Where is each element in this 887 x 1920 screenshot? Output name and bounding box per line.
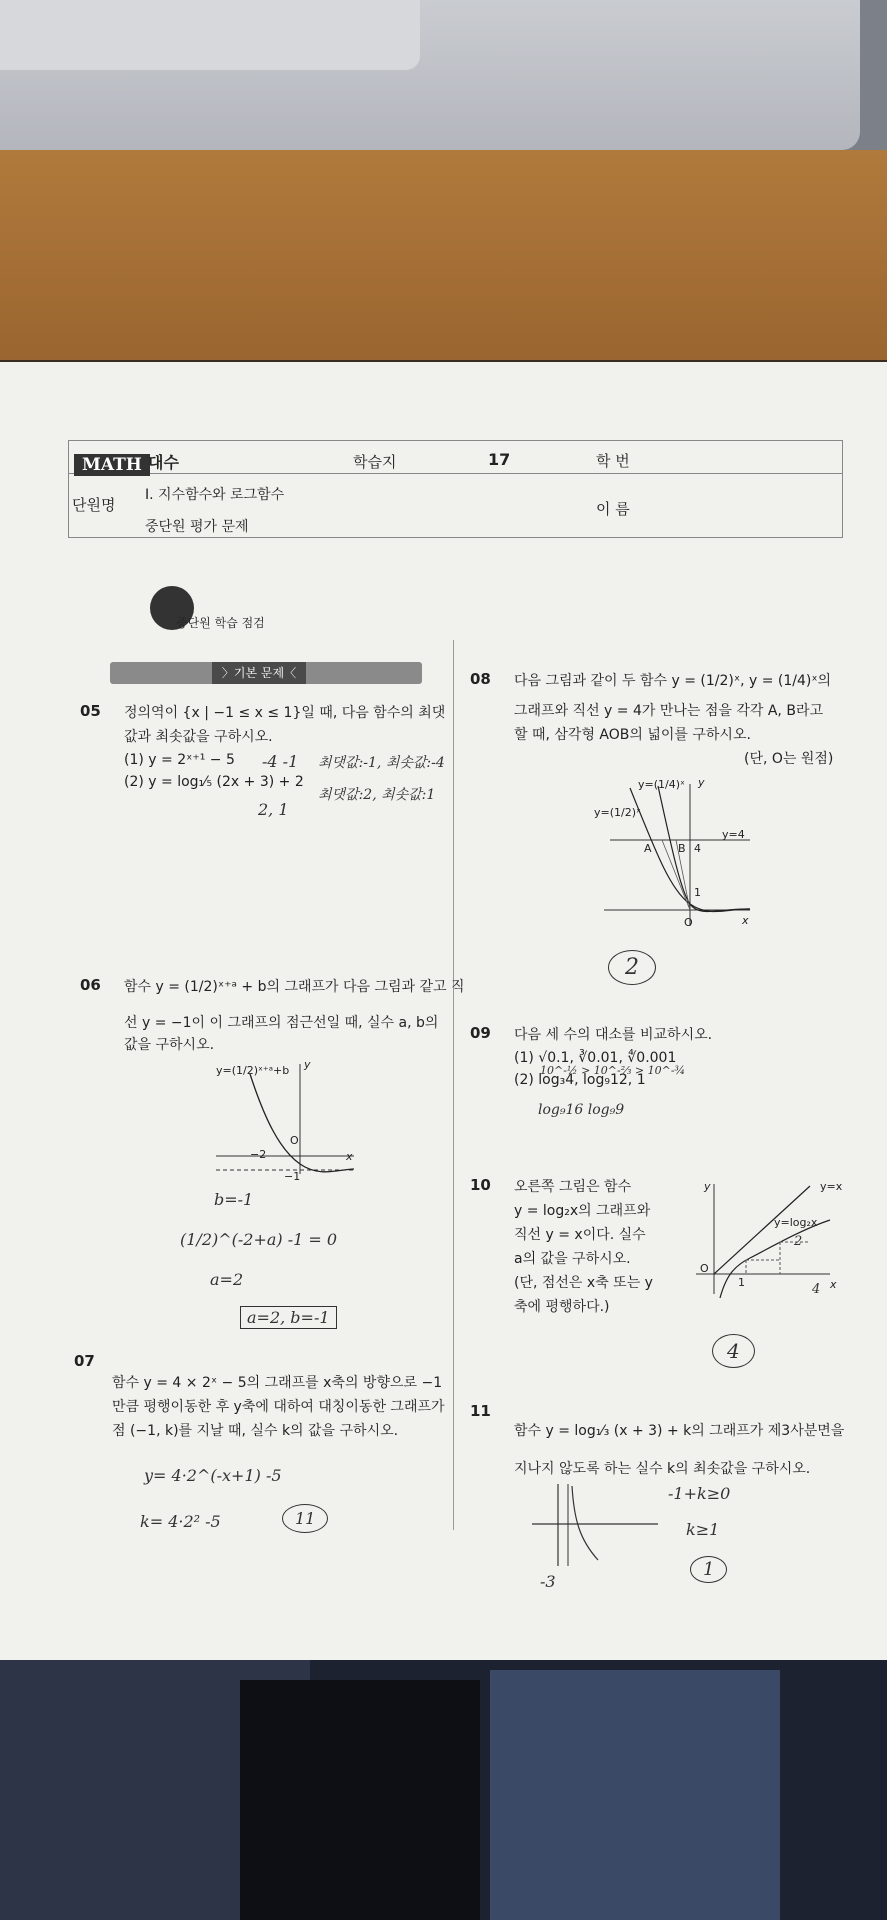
sheet-label: 학습지 bbox=[353, 453, 397, 471]
math-tag: MATH bbox=[74, 454, 150, 476]
problem-06-graph-label: y=(1/2)ˣ⁺ᵃ+b bbox=[216, 1064, 290, 1077]
problem-09-text: 다음 세 수의 대소를 비교하시오. bbox=[514, 1027, 713, 1043]
problem-08-label-y4: y=4 bbox=[722, 828, 745, 841]
problem-08-origin: O bbox=[684, 916, 693, 929]
problem-08-point-b: B bbox=[678, 842, 686, 855]
handwriting-08: 2 bbox=[608, 950, 656, 985]
problem-11-sketch bbox=[528, 1480, 668, 1570]
problem-10-tick1: 1 bbox=[738, 1276, 745, 1289]
problem-08-text: 그래프와 직선 y = 4가 만나는 점을 각각 A, B라고 bbox=[514, 703, 823, 719]
problem-06-text: 선 y = −1이 이 그래프의 점근선일 때, 실수 a, b의 bbox=[124, 1015, 439, 1031]
problem-06-text: 함수 y = (1/2)ˣ⁺ᵃ + b의 그래프가 다음 그림과 같고 직 bbox=[124, 979, 465, 995]
laptop-trackpad bbox=[0, 0, 420, 70]
problem-11-text: 함수 y = log₁⁄₃ (x + 3) + k의 그래프가 제3사분면을 bbox=[514, 1423, 845, 1439]
problem-06-text: 값을 구하시오. bbox=[124, 1037, 215, 1053]
handwriting-05b: 2, 1 bbox=[258, 800, 289, 819]
problem-10-x-axis: x bbox=[830, 1278, 837, 1291]
problem-08-text: 할 때, 삼각형 AOB의 넓이를 구하시오. bbox=[514, 727, 751, 743]
problem-10-text: a의 값을 구하시오. bbox=[514, 1251, 631, 1267]
problem-10-text: 축에 평행하다.) bbox=[514, 1299, 610, 1315]
handwriting-06c: a=2 bbox=[210, 1270, 244, 1289]
problem-10-text: 직선 y = x이다. 실수 bbox=[514, 1227, 646, 1243]
unit-label: 단원명 bbox=[72, 496, 116, 514]
problem-10-label-log: y=log₂x bbox=[774, 1216, 818, 1229]
problem-10-text: 오른쪽 그림은 함수 bbox=[514, 1179, 632, 1195]
handwriting-10c: 4 bbox=[712, 1334, 755, 1368]
handwriting-09b: log₉16 log₉9 bbox=[538, 1102, 625, 1118]
handwriting-06a: b=-1 bbox=[214, 1190, 254, 1209]
problem-08-point-a: A bbox=[644, 842, 652, 855]
basic-problem-badge: 〉기본 문제〈 bbox=[212, 662, 306, 684]
problem-07-text: 만큼 평행이동한 후 y축에 대하여 대칭이동한 그래프가 bbox=[112, 1399, 445, 1415]
problem-10-y-axis: y bbox=[704, 1180, 711, 1193]
handwriting-11a: -1+k≥0 bbox=[668, 1484, 731, 1503]
problem-10-label-yx: y=x bbox=[820, 1180, 843, 1193]
problem-07-number: 07 bbox=[74, 1352, 95, 1370]
handwriting-05a-note: 최댓값:-1, 최솟값:-4 bbox=[318, 755, 445, 771]
problem-06-number: 06 bbox=[80, 976, 101, 994]
problem-05-text: 정의역이 {x | −1 ≤ x ≤ 1}일 때, 다음 함수의 최댓 bbox=[124, 705, 446, 721]
problem-11-number: 11 bbox=[470, 1402, 491, 1420]
problem-08-label-quarter: y=(1/4)ˣ bbox=[638, 778, 685, 791]
problem-05-text: 값과 최솟값을 구하시오. bbox=[124, 729, 273, 745]
problem-08-x-axis: x bbox=[742, 914, 749, 927]
problem-08-graph bbox=[600, 780, 760, 930]
handwriting-11b: k≥1 bbox=[686, 1520, 720, 1539]
problem-06-y-axis: y bbox=[304, 1058, 311, 1071]
problem-10-text: (단, 점선은 x축 또는 y bbox=[514, 1275, 653, 1291]
handwriting-10a: 2 bbox=[794, 1234, 803, 1249]
problem-09-sub2: (2) log₃4, log₉12, 1 bbox=[514, 1072, 646, 1088]
problem-06-origin: O bbox=[290, 1134, 299, 1147]
chair bbox=[240, 1680, 480, 1920]
handwriting-10b: 4 bbox=[812, 1282, 821, 1297]
handwriting-11d: -3 bbox=[540, 1572, 556, 1591]
problem-10-text: y = log₂x의 그래프와 bbox=[514, 1203, 651, 1219]
handwriting-05b-note: 최댓값:2, 최솟값:1 bbox=[318, 787, 436, 803]
problem-08-note: (단, O는 원점) bbox=[744, 751, 834, 767]
problem-08-tick4: 4 bbox=[694, 842, 701, 855]
wooden-desk bbox=[0, 150, 887, 360]
unit-subtitle: 중단원 평가 문제 bbox=[145, 519, 249, 535]
problem-08-number: 08 bbox=[470, 670, 491, 688]
header-row-divider bbox=[68, 440, 843, 474]
handwriting-07a: y= 4·2^(-x+1) -5 bbox=[144, 1466, 282, 1485]
problem-10-origin: O bbox=[700, 1262, 709, 1275]
problem-05-sub1: (1) y = 2ˣ⁺¹ − 5 bbox=[124, 752, 235, 768]
unit-title: Ⅰ. 지수함수와 로그함수 bbox=[145, 487, 285, 503]
student-no-label: 학 번 bbox=[596, 452, 630, 470]
right-leg bbox=[490, 1670, 780, 1920]
column-divider bbox=[453, 640, 454, 1530]
handwriting-07b: k= 4·2² -5 bbox=[140, 1512, 221, 1531]
problem-08-tick1: 1 bbox=[694, 886, 701, 899]
handwriting-06b: (1/2)^(-2+a) -1 = 0 bbox=[180, 1230, 338, 1249]
handwriting-07c: 11 bbox=[282, 1504, 328, 1533]
handwriting-09a: 10^-½ > 10^-⅔ > 10^-¾ bbox=[540, 1064, 686, 1077]
problem-07-text: 함수 y = 4 × 2ˣ − 5의 그래프를 x축의 방향으로 −1 bbox=[112, 1375, 443, 1391]
problem-06-tick-neg1: −1 bbox=[284, 1170, 301, 1183]
problem-11-text: 지나지 않도록 하는 실수 k의 최솟값을 구하시오. bbox=[514, 1461, 811, 1477]
section-logo-text: 중단원 학습 점검 bbox=[176, 616, 265, 630]
problem-07-text: 점 (−1, k)를 지날 때, 실수 k의 값을 구하시오. bbox=[112, 1423, 399, 1439]
name-label: 이 름 bbox=[596, 500, 630, 518]
problem-06-x-axis: x bbox=[346, 1150, 353, 1163]
problem-08-label-half: y=(1/2)ˣ bbox=[594, 806, 641, 819]
problem-09-sub1: (1) √0.1, ∛0.01, ∜0.001 bbox=[514, 1050, 677, 1066]
problem-06-graph bbox=[210, 1060, 360, 1180]
problem-05-number: 05 bbox=[80, 702, 101, 720]
handwriting-05a: -4 -1 bbox=[262, 752, 299, 771]
problem-05-sub2: (2) y = log₁⁄₅ (2x + 3) + 2 bbox=[124, 774, 304, 790]
problem-08-y-axis: y bbox=[698, 776, 705, 789]
problem-06-tick-neg2: −2 bbox=[250, 1148, 267, 1161]
handwriting-06d: a=2, b=-1 bbox=[240, 1306, 337, 1329]
problem-10-number: 10 bbox=[470, 1176, 491, 1194]
handwriting-11c: 1 bbox=[690, 1556, 727, 1583]
subject: 대수 bbox=[148, 453, 179, 472]
sheet-number: 17 bbox=[488, 450, 511, 469]
problem-08-text: 다음 그림과 같이 두 함수 y = (1/2)ˣ, y = (1/4)ˣ의 bbox=[514, 673, 832, 689]
problem-09-number: 09 bbox=[470, 1024, 491, 1042]
